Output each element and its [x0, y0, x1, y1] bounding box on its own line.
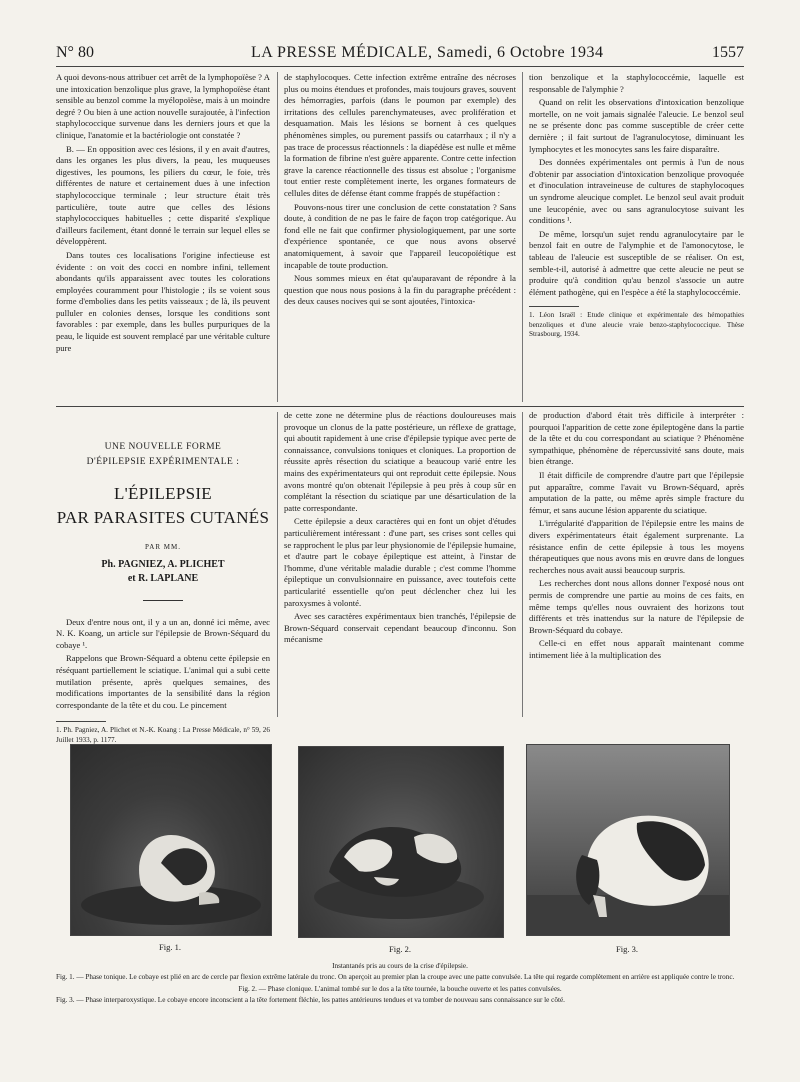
- column-rule: [522, 72, 523, 402]
- figure-1-label: Fig. 1.: [159, 942, 181, 952]
- paragraph: De même, lorsqu'un sujet rendu agranulocytaire par le benzol fait en outre de l'alymphie et de l'amonocytose, le tableau de l'aleucie est susceptible de se réaliser. On est, semble-t-il, autorisé à admettre que cette aleucie ne peut se produire qu'à condition qu'au benzol s'associe un autre élément pathogène, qui en l'espèce a été la staphylococcémie.: [529, 228, 744, 297]
- article-column-3: [529, 410, 744, 718]
- figure-3-photo: [526, 744, 730, 936]
- article-authors: Ph. PAGNIEZ, A. PLICHET et R. LAPLANE: [101, 558, 225, 584]
- page-header: [56, 44, 744, 66]
- top-column-1: [56, 72, 270, 402]
- figure-2-label: Fig. 2.: [389, 944, 411, 954]
- figure-2-photo: [298, 746, 504, 938]
- paragraph: Deux d'entre nous ont, il y a un an, donné ici même, avec N. K. Koang, un article sur l'épilepsie de Brown-Séquard du cobaye ¹.: [56, 616, 270, 650]
- article-column-1: [56, 412, 270, 744]
- paragraph: Des données expérimentales ont permis à l'un de nous d'obtenir par association d'intoxication benzolique provoquée et d'inoculation intraveineuse de cultures de staphylocoques un syndrome aleucique complet. Le benzol seul avait produit une leucopénie, avec ou sans agranulocytose suivant les conditions ¹.: [529, 157, 744, 226]
- figure-captions: [56, 962, 744, 1008]
- page-number: 1557: [712, 44, 744, 61]
- paragraph: Les recherches dont nous allons donner l'exposé nous ont permis de comprendre une partie au moins de ces faits, en même temps qu'elles nous ouvraient des horizons tout différents et très inattendus sur la nature de l'épilepsie de Brown-Séquard du cobaye.: [529, 578, 744, 635]
- guinea-pig-clonic-image: [299, 747, 503, 937]
- figure-2-caption: Fig. 2. — Phase clonique. L'animal tombé sur le dos a la tête tournée, la bouche ouverte et les pattes convulsées.: [238, 984, 562, 993]
- figure-3-caption: Fig. 3. — Phase interparoxystique. Le cobaye encore inconscient a la tête fortement fléchie, les pattes antérieures tendues et va tomber de nouveau sans connaissance sur le côté.: [56, 996, 565, 1005]
- paragraph: Nous sommes mieux en état qu'auparavant de répondre à la question que nous nous posions à la fin du paragraphe précédent : des deux causes nocives qui se sont ajoutées, l'intoxica-: [284, 273, 516, 307]
- byline-prefix: PAR MM.: [145, 543, 181, 551]
- figures-main-caption: Instantanés pris au cours de la crise d'épilepsie.: [332, 962, 468, 970]
- section-rule: [56, 406, 744, 407]
- figure-1-photo: [70, 744, 272, 936]
- journal-title: LA PRESSE MÉDICALE, Samedi, 6 Octobre 1934: [251, 44, 604, 61]
- paragraph: B. — En opposition avec ces lésions, il y en avait d'autres, dans les organes les plus divers, la peau, les muqueuses digestives, les poumons, les piliers du cœur, le foie, très différentes de nature et certainement dues à une infection staphylococcique terminale ; leur structure était très particulière, toute autre que celles des lésions staphylococciques habituelles ; cette disparité s'explique d'ailleurs facilement, étant donné le terrain sur lequel elles se développèrent.: [56, 143, 270, 247]
- paragraph: tion benzolique et la staphylococcémie, laquelle est responsable de l'alymphie ?: [529, 72, 744, 94]
- column-rule: [277, 412, 278, 717]
- figure-1-caption: Fig. 1. — Phase tonique. Le cobaye est plié en arc de cercle par flexion extrême latérale du tronc. On aperçoit au premier plan la croupe avec une patte convulsée. La tête qui regarde complètement en arrière est appliquée contre le tronc.: [56, 973, 735, 982]
- paragraph: L'irrégularité d'apparition de l'épilepsie entre les mains de divers expérimentateurs était également surprenante. La résistance enfin de cette épilepsie à tous les moyens thérapeutiques que nous avons mis en œuvre dans de longues recherches nous avait aussi beaucoup surpris.: [529, 518, 744, 575]
- article-title: L'ÉPILEPSIE PAR PARASITES CUTANÉS: [56, 484, 270, 527]
- footnote-rule: [56, 721, 106, 722]
- column-rule: [522, 412, 523, 717]
- paragraph: Cette épilepsie a deux caractères qui en font un objet d'études particulièrement intéressant : d'une part, ses crises sont celles qui se rapprochent le plus par leur physionomie de l'épilepsie humaine, et d'autre part le cobaye épileptique est atteint, à l'instar de l'homme, d'une véritable maladie durable ; c'est comme l'homme épileptique un convulsionnaire en puissance, avec toutefois cette particularité essentielle qu'on peut déclencher chez lui les paroxysmes à volonté.: [284, 516, 516, 608]
- top-column-2: [284, 72, 516, 402]
- header-rule: [56, 66, 744, 67]
- paragraph: Celle-ci en effet nous apparaît maintenant comme intimement liée à la multiplication des: [529, 638, 744, 660]
- paragraph: Pouvons-nous tirer une conclusion de cette constatation ? Sans doute, à condition de ne pas le faire de façon trop catégorique. Au fond elle ne fait que confirmer physiologiquement, par une sorte d'expérience spontanée, ce que nous avons observé anatomiquement, à savoir que l'appareil leucopoïétique est incapable de toute production.: [284, 201, 516, 270]
- article-column-2: [284, 410, 516, 718]
- guinea-pig-tonic-image: [71, 745, 271, 935]
- issue-number: N° 80: [56, 44, 94, 61]
- footnote-rule: [529, 306, 579, 307]
- paragraph: de production d'abord était très difficile à interpréter : pourquoi l'apparition de cette zone épileptogène dans la partie de la tête et du cou correspondant au sciatique ? Phénomène sympathique, phénomène de répercussivité sans doute, mais bien étrange.: [529, 410, 744, 467]
- paragraph: Quand on relit les observations d'intoxication benzolique mortelle, on ne voit jamais signalée l'aleucie. Le benzol seul ne se présente donc pas comme susceptible de créer cette dernière ; il fait surtout de l'agranulocytose, diminuant les lymphocytes et les monocytes sans les faire disparaître.: [529, 97, 744, 154]
- paragraph: Avec ses caractères expérimentaux bien tranchés, l'épilepsie de Brown-Séquard conservait cependant beaucoup d'inconnu. Son mécanisme: [284, 611, 516, 645]
- guinea-pig-interparoxysmal-image: [527, 745, 729, 935]
- footnote: 1. Léon Israël : Etude clinique et expérimentale des hémopathies benzoliques et d'une aleucie vraie benzo-staphylococcique. Thèse Strasbourg, 1934.: [529, 311, 744, 339]
- figure-3-label: Fig. 3.: [616, 944, 638, 954]
- paragraph: A quoi devons-nous attribuer cet arrêt de la lymphopoïèse ? A une intoxication benzolique plus grave, la lymphopoïèse étant sensible au benzol comme la myélopoïèse, mais à un moindre degré ? Ou bien à une action nouvelle surajoutée, à l'infection staphylococcique survenue dans les derniers jours et que la clinique, l'anatomie et la bactériologie ont constatée ?: [56, 72, 270, 140]
- paragraph: de staphylocoques. Cette infection extrême entraîne des nécroses plus ou moins étendues et profondes, mais toujours graves, souvent des hémorragies, parfois (dans le poumon par exemple) des irritations des cellules parenchymateuses, avec prolifération et desquamation. Mais les lésions se bornent à ces quelques phénomènes simples, ou purement passifs ou catarrhaux ; il n'y a pas trace de processus réactionnels : la diapédèse est nulle et même la formation de fibrine n'est guère apparente. Contre cette infection grave la carence réactionnelle des tissus est absolue ; l'organisme tout entier reste complètement inerte, les organes formateurs de cellules dites de défense étant comme frappés de stupéfaction :: [284, 72, 516, 198]
- paragraph: de cette zone ne détermine plus de réactions douloureuses mais provoque un clonus de la patte postérieure, un réflexe de grattage, qui aboutit rapidement à une crise d'épilepsie typique avec perte de connaissance, convulsions toniques et cloniques. La proportion de réussite après résection du sciatique a beaucoup varié entre les mains des expérimentateurs qui ont reproduit cette épilepsie. Nous avons montré qu'on obtenait l'épilepsie à peu près à coup sûr en complétant la résection du sciatique par une désarticulation de la patte correspondante.: [284, 410, 516, 513]
- paragraph: Il était difficile de comprendre d'autre part que l'épilepsie put apparaître, comme l'avait vu Brown-Séquard, après amputation de la patte, ou même après simple fracture du fémur, et sans aucune lésion apparente du sciatique.: [529, 469, 744, 515]
- article-kicker: UNE NOUVELLE FORME D'ÉPILEPSIE EXPÉRIMENTALE :: [86, 442, 240, 467]
- top-column-3: [529, 72, 744, 402]
- article-heading: [56, 440, 270, 601]
- heading-separator: [143, 600, 183, 601]
- footnote: 1. Ph. Pagniez, A. Plichet et N.-K. Koang : La Presse Médicale, n° 59, 26 Juillet 1933, p. 1177.: [56, 726, 270, 744]
- paragraph: Rappelons que Brown-Séquard a obtenu cette épilepsie en réséquant partiellement le sciatique. L'animal qui a subi cette mutilation présente, après quelques semaines, des modifications importantes de la sensibilité dans la région correspondante de la tête et du cou. Le pincement: [56, 653, 270, 710]
- column-rule: [277, 72, 278, 402]
- paragraph: Dans toutes ces localisations l'origine infectieuse est évidente : on voit des cocci en nombre infini, tellement abondants qu'ils apparaissent avec toutes les colorations employées couramment pour l'histologie ; ils se voient sous forme d'embolies dans les petits vaisseaux ; de là, ils peuvent pulluler en colonies denses, lorsque les conditions sont favorables : par exemple, dans les bulles purpuriques de la peau, le liquide est souvent remplacé par une véritable culture pure: [56, 249, 270, 353]
